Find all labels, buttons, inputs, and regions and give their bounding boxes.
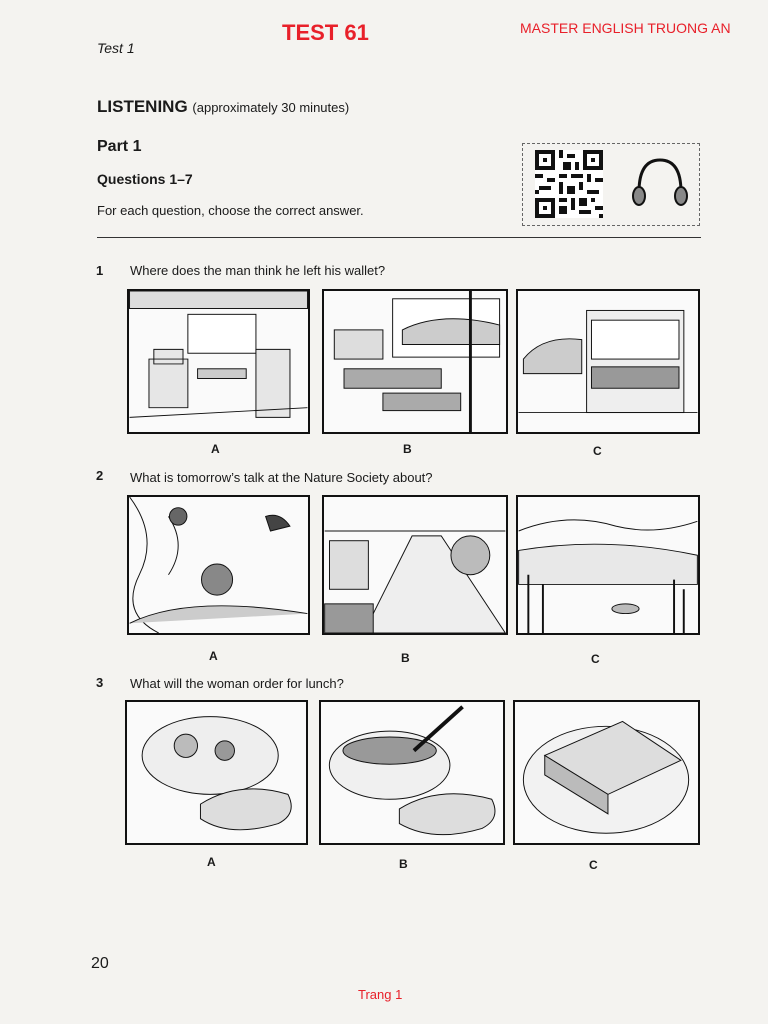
option-image-sandwich[interactable] <box>513 700 700 845</box>
questions-range: Questions 1–7 <box>97 171 193 187</box>
option-image-rainforest[interactable] <box>127 495 310 635</box>
option-image-lake[interactable] <box>516 495 700 635</box>
option-label: B <box>401 651 410 665</box>
question-number: 1 <box>96 263 104 278</box>
option-label: A <box>207 855 216 869</box>
page-number: 20 <box>91 955 109 972</box>
option-image-train-interior[interactable] <box>127 289 310 434</box>
option-label: B <box>399 857 408 871</box>
instruction-text: For each question, choose the correct answer. <box>97 203 364 218</box>
option-image-salad[interactable] <box>125 700 308 845</box>
option-label: C <box>591 652 600 666</box>
headphones-icon <box>629 154 691 212</box>
qr-code-icon[interactable] <box>535 150 603 218</box>
option-image-soup[interactable] <box>319 700 505 845</box>
test-title: TEST 61 <box>282 20 369 45</box>
option-image-station-kiosk[interactable] <box>516 289 700 434</box>
divider <box>97 237 701 238</box>
part-title: Part 1 <box>97 138 142 155</box>
audio-box <box>522 143 700 226</box>
option-image-garden[interactable] <box>322 495 508 635</box>
section-name: LISTENING <box>97 97 188 116</box>
question-number: 2 <box>96 468 104 483</box>
question-text: Where does the man think he left his wallet? <box>130 263 386 278</box>
page-label: Trang 1 <box>358 987 403 1002</box>
question-text: What will the woman order for lunch? <box>130 676 344 691</box>
option-label: A <box>211 442 220 456</box>
option-label: C <box>589 858 598 872</box>
section-title <box>97 97 349 117</box>
brand-label: MASTER ENGLISH TRUONG AN <box>520 20 731 36</box>
option-label: A <box>209 649 218 663</box>
question-number: 3 <box>96 675 104 690</box>
running-head: Test 1 <box>97 40 135 56</box>
option-label: C <box>593 444 602 458</box>
question-text: What is tomorrow’s talk at the Nature Society about? <box>130 470 433 485</box>
option-label: B <box>403 442 412 456</box>
option-image-waiting-room[interactable] <box>322 289 508 434</box>
section-duration: (approximately 30 minutes) <box>192 100 350 115</box>
